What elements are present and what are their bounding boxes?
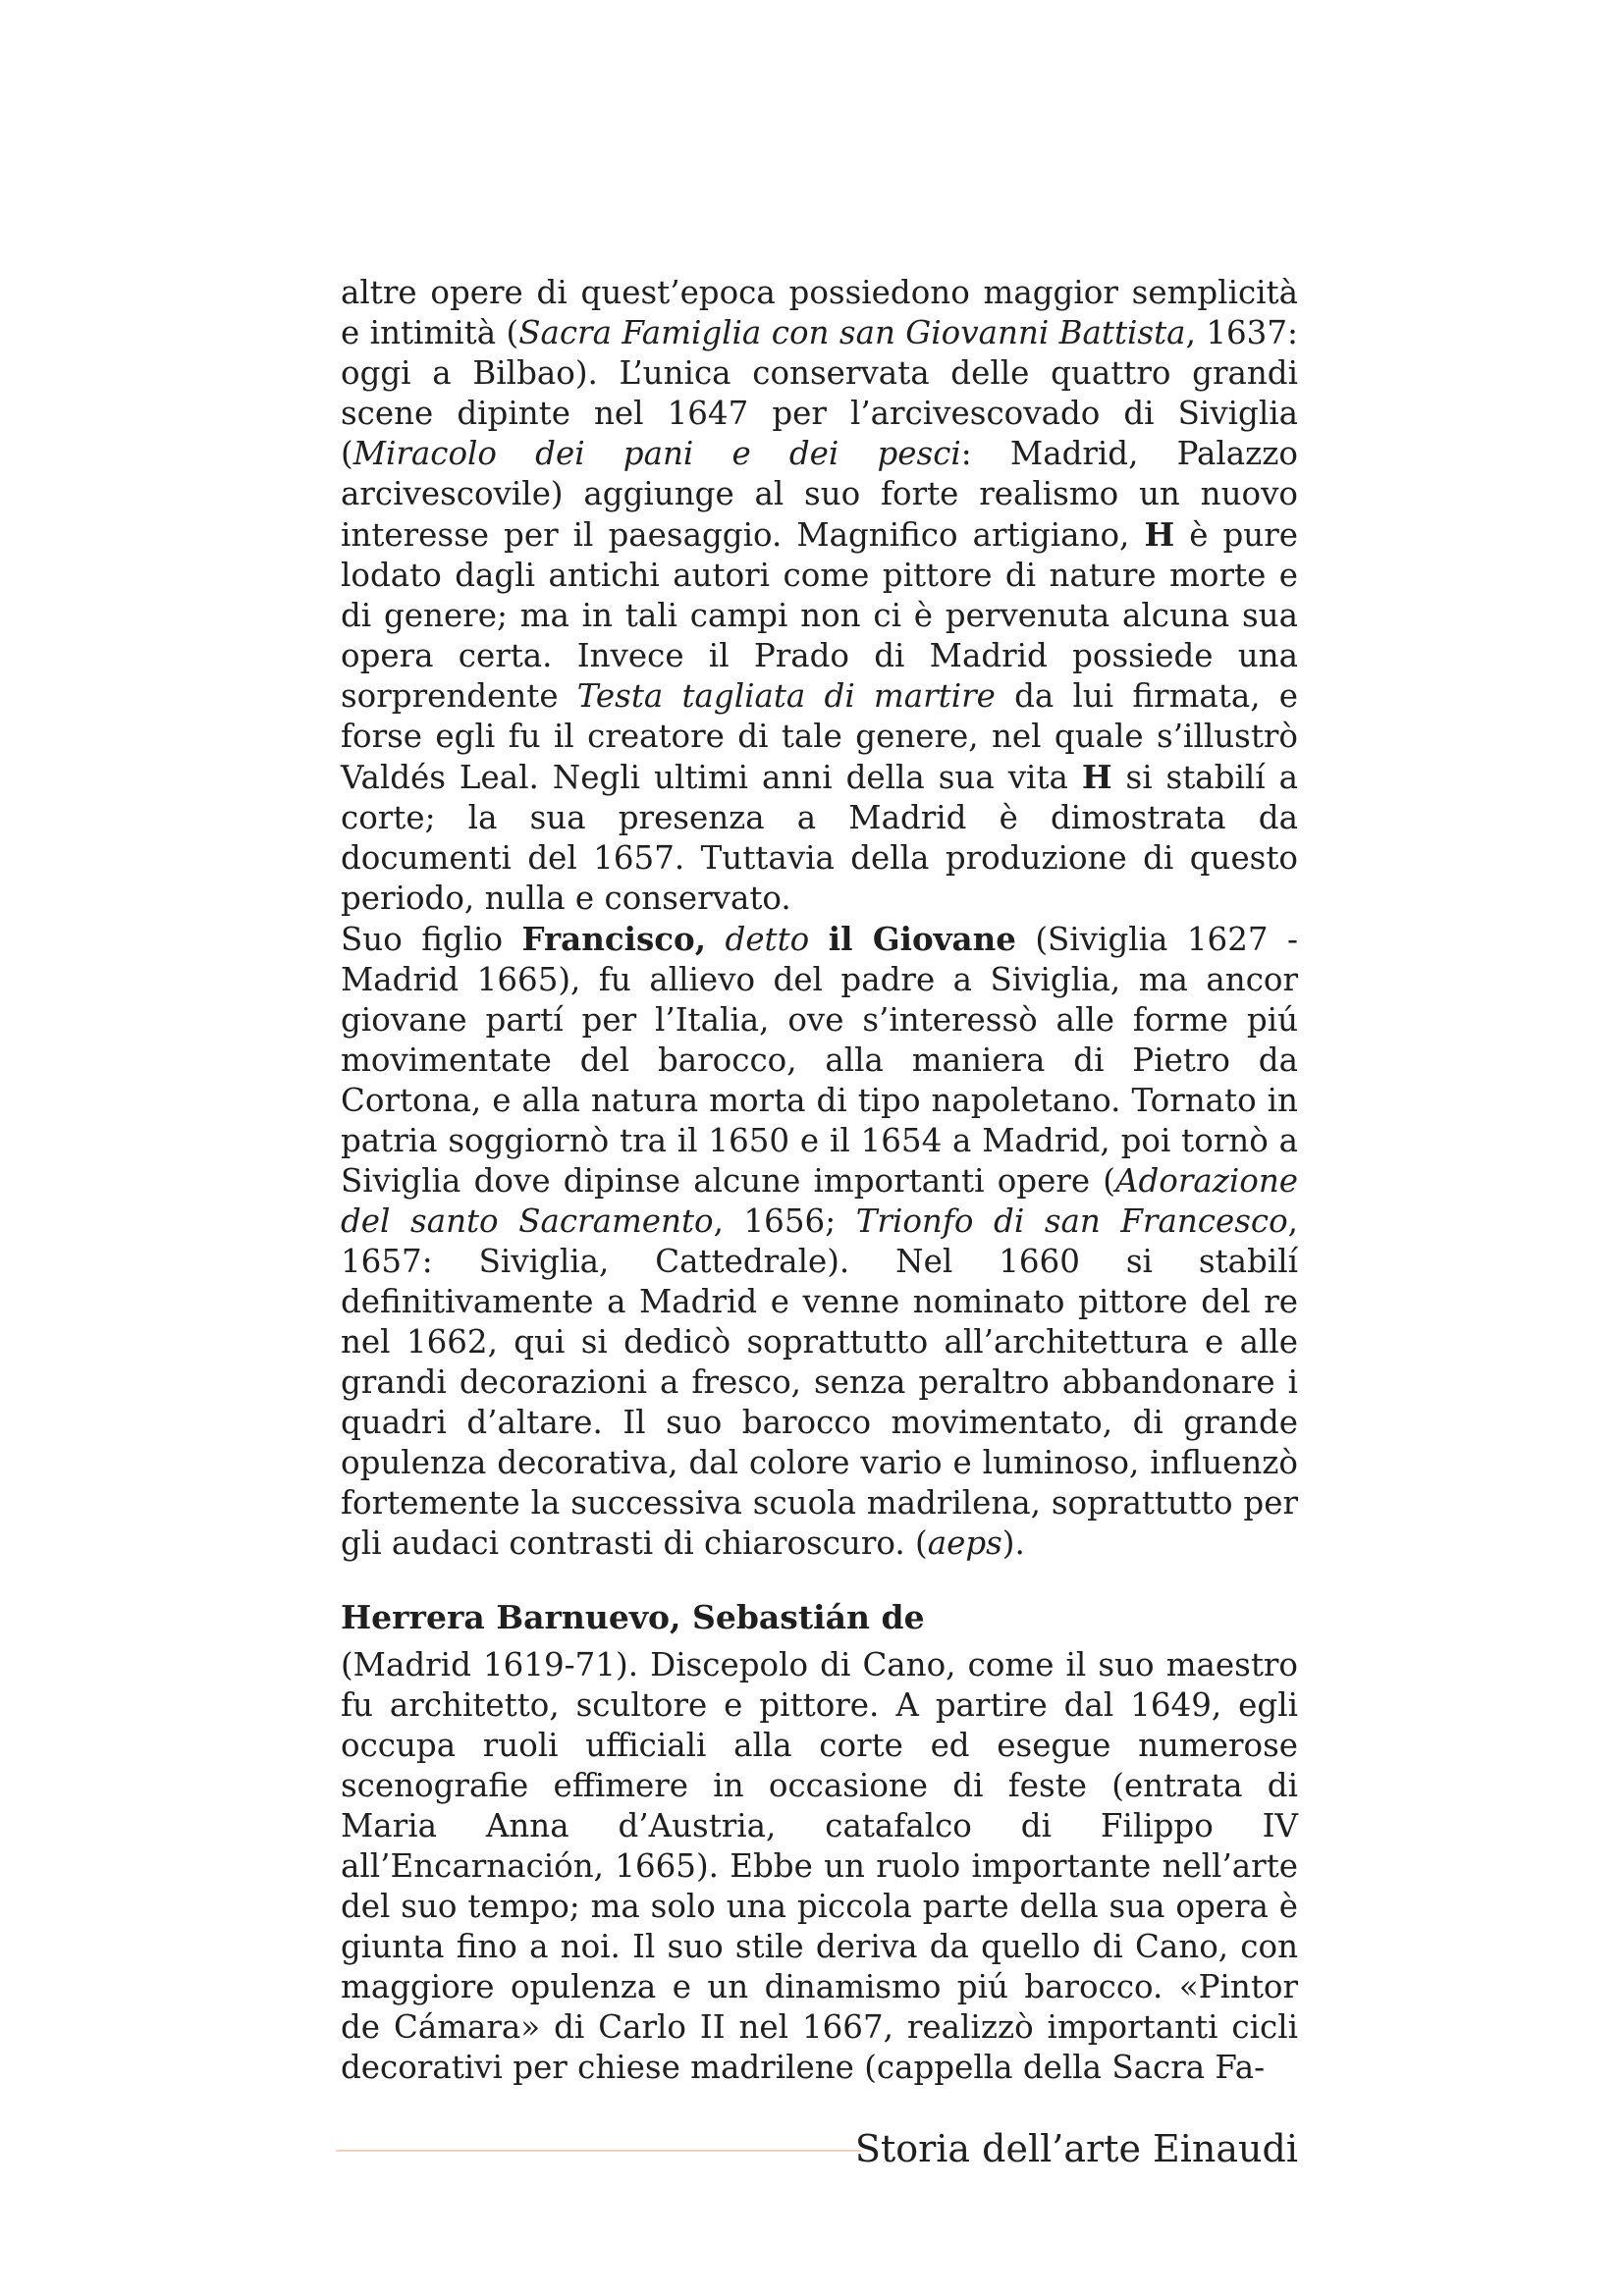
- italic-text: detto: [725, 921, 810, 958]
- text-run: , 1657: Siviglia, Cattedrale). Nel 1660 si stabilí definitivamente a Madrid e venne nominato pittore del re nel 1662, qui si dedicò soprattutto all’architettura e alle grandi decorazioni a fresco, senza peraltro abbandonare i quadri d’altare. Il suo barocco movimentato, di grande opulenza decorativa, dal colore vario e luminoso, influenzò fortemente la successiva scuola madrilena, soprattutto per gli audaci contrasti di chiaroscuro. (: [341, 1202, 1299, 1562]
- paragraphs-top: [341, 273, 1298, 1564]
- paragraph: [341, 1645, 1298, 2088]
- text-column: [341, 273, 1298, 2088]
- text-run: ).: [1001, 1524, 1025, 1562]
- text-run: (Madrid 1619-71). Discepolo di Cano, come il suo maestro fu architetto, scultore e pittore. A partire dal 1649, egli occupa ruoli ufficiali alla corte ed esegue numerose scenografie effimere in occasione di feste (entrata di Maria Anna d’Austria, catafalco di Filippo IV all’Encarnación, 1665). Ebbe un ruolo importante nell’arte del suo tempo; ma solo una piccola parte della sua opera è giunta fino a noi. Il suo stile deriva da quello di Cano, con maggiore opulenza e un dinamismo piú barocco. «Pintor de Cámara» di Carlo II nel 1667, realizzò importanti cicli decorativi per chiese madrilene (cappella della Sacra Fa-: [341, 1646, 1298, 2086]
- text-run: (Siviglia 1627 - Madrid 1665), fu allievo del padre a Siviglia, ma ancor giovane partí per l’Italia, ove s’interessò alle forme piú movimentate del barocco, alla maniera di Pietro da Cortona, e alla natura morta di tipo napoletano. Tornato in patria soggiornò tra il 1650 e il 1654 a Madrid, poi tornò a Siviglia dove dipinse alcune importanti opere (: [341, 921, 1299, 1200]
- text-run: altre opere di quest’epoca possiedono maggior semplicità e intimità (: [341, 274, 1298, 351]
- text-run: da lui firmata, e forse egli fu il creatore di tale genere, nel quale s’illustrò Valdés Leal. Negli ultimi anni della sua vita: [341, 677, 1298, 796]
- italic-text: Testa tagliata di martire: [576, 677, 996, 715]
- page-footer: [336, 2120, 1298, 2179]
- paragraph: [341, 273, 1298, 919]
- footer-title: Storia dell’arte Einaudi: [854, 2127, 1298, 2170]
- text-run: Suo figlio: [341, 921, 522, 958]
- bold-text: Francisco,: [521, 920, 707, 958]
- italic-text: Trionfo di san Francesco: [855, 1202, 1288, 1240]
- text-run: , 1656;: [713, 1202, 856, 1240]
- paragraph: [341, 919, 1298, 1564]
- text-run: [809, 921, 828, 958]
- italic-text: aeps: [927, 1524, 1002, 1562]
- bold-text: H: [1144, 515, 1175, 554]
- footer-rule: [336, 2150, 861, 2152]
- paragraphs-bottom: [341, 1645, 1298, 2088]
- italic-text: Miracolo dei pani e dei pesci: [352, 435, 961, 472]
- text-run: , 1637: oggi a Bilbao). L’unica conservata delle quattro grandi scene dipinte nel 1647 per l’arcivescovado di Siviglia (: [341, 314, 1298, 472]
- bold-text: H: [1081, 758, 1112, 796]
- text-run: [706, 921, 725, 958]
- italic-text: Adorazione del santo Sacramento: [341, 1162, 1298, 1240]
- bold-text: il Giovane: [828, 920, 1016, 958]
- entry-heading: Herrera Barnuevo, Sebastián de: [341, 1598, 925, 1636]
- text-run: : Madrid, Palazzo arcivescovile) aggiunge al suo forte realismo un nuovo interesse per il paesaggio. Magnifico artigiano,: [341, 435, 1298, 554]
- text-run: si stabilí a corte; la sua presenza a Madrid è dimostrata da documenti del 1657. Tuttavia della produzione di questo periodo, nulla e conservato.: [341, 759, 1298, 917]
- italic-text: Sacra Famiglia con san Giovanni Battista: [518, 314, 1186, 351]
- text-run: è pure lodato dagli antichi autori come pittore di nature morte e di genere; ma in tali campi non ci è pervenuta alcuna sua opera certa. Invece il Prado di Madrid possiede una sorprendente: [341, 516, 1298, 715]
